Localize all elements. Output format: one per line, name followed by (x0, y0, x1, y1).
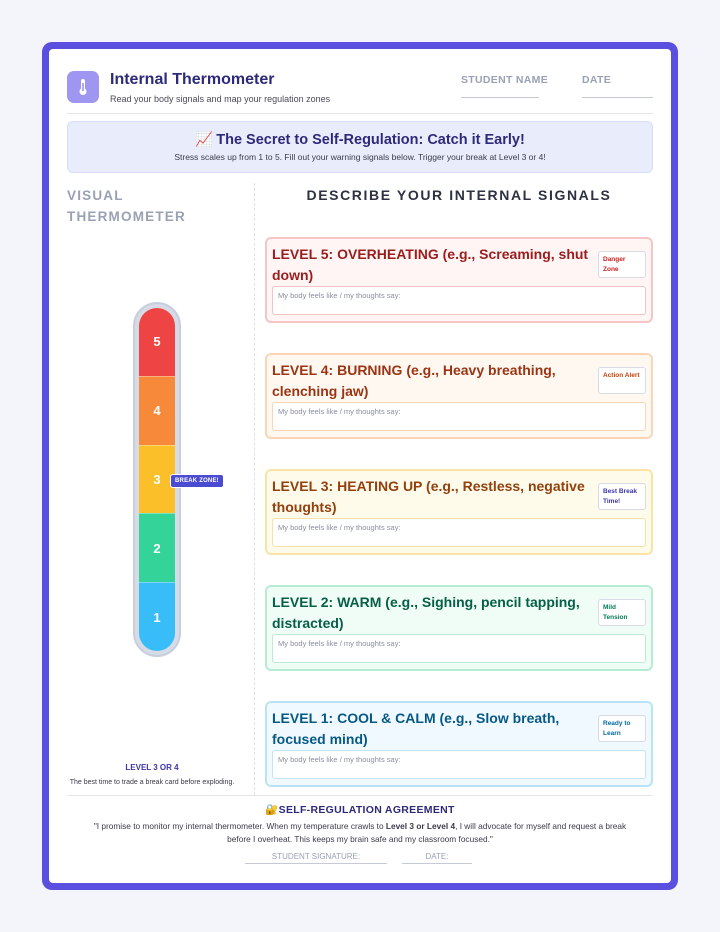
level-title: LEVEL 2: WARM (e.g., Sighing, pencil tapping, distracted) (272, 594, 580, 631)
student-name-label: STUDENT NAME (461, 74, 549, 86)
thermometer-level-2: 2 (139, 513, 175, 582)
level-card (265, 237, 653, 323)
level-title: LEVEL 1: COOL & CALM (e.g., Slow breath, focused mind) (272, 710, 560, 747)
level-title: LEVEL 5: OVERHEATING (e.g., Screaming, shut down) (272, 246, 589, 283)
break-caption-title: LEVEL 3 OR 4 (125, 763, 179, 772)
level-card (265, 701, 653, 787)
level-badge: Best Break Time! (598, 483, 646, 510)
thermometer-level-1: 1 (139, 582, 175, 651)
info-banner (67, 121, 653, 173)
agreement-text: "I promise to monitor my internal thermometer. When my temperature crawls to Level 3 or Level 4, I will advocate for myself and request a break before I overheat. This keeps my brain safe and my classroom focused." (93, 821, 627, 844)
thermometer-level-3: 3 (139, 445, 175, 514)
level-badge: Ready to Learn (598, 715, 646, 742)
level-response-field[interactable]: My body feels like / my thoughts say: (272, 286, 646, 315)
break-caption-text: The best time to trade a break card before exploding. (69, 779, 235, 786)
visual-thermometer-heading: VISUAL THERMOMETER (67, 188, 186, 224)
level-response-field[interactable]: My body feels like / my thoughts say: (272, 402, 646, 431)
level-title: LEVEL 4: BURNING (e.g., Heavy breathing, clenching jaw) (272, 362, 556, 399)
level-card (265, 585, 653, 671)
page-title: Internal Thermometer (110, 71, 275, 88)
signals-heading: DESCRIBE YOUR INTERNAL SIGNALS (306, 187, 612, 203)
column-divider (254, 183, 255, 795)
thermometer-level-5: 5 (139, 308, 175, 376)
signature-date-field[interactable]: DATE: (402, 852, 472, 864)
level-badge: Mild Tension (598, 599, 646, 626)
date-label: DATE (582, 74, 612, 86)
level-response-field[interactable]: My body feels like / my thoughts say: (272, 634, 646, 663)
break-zone-tag: BREAK ZONE! (170, 474, 224, 488)
worksheet-page (49, 49, 671, 883)
agreement-title: SELF-REGULATION AGREEMENT (278, 804, 455, 816)
level-card (265, 353, 653, 439)
agreement-divider (67, 795, 653, 796)
page-subtitle: Read your body signals and map your regulation zones (110, 94, 331, 104)
thermometer-level-4: 4 (139, 376, 175, 445)
date-field[interactable] (582, 97, 653, 98)
level-response-field[interactable]: My body feels like / my thoughts say: (272, 518, 646, 547)
level-card (265, 469, 653, 555)
level-response-field[interactable]: My body feels like / my thoughts say: (272, 750, 646, 779)
thermometer-icon (67, 71, 99, 103)
lock-icon: 🔐 (265, 804, 279, 816)
student-signature-field[interactable]: STUDENT SIGNATURE: (245, 852, 387, 864)
level-badge: Action Alert (598, 367, 646, 394)
level-badge: Danger Zone (598, 251, 646, 278)
chart-increasing-icon: 📈 (195, 132, 214, 148)
banner-text: Stress scales up from 1 to 5. Fill out your warning signals below. Trigger your break at Level 3 or 4! (174, 152, 546, 162)
header-divider (67, 113, 653, 114)
level-title: LEVEL 3: HEATING UP (e.g., Restless, negative thoughts) (272, 478, 585, 515)
student-name-field[interactable] (461, 97, 539, 98)
worksheet-frame (42, 42, 678, 890)
banner-title: The Secret to Self-Regulation: Catch it Early! (216, 132, 525, 148)
